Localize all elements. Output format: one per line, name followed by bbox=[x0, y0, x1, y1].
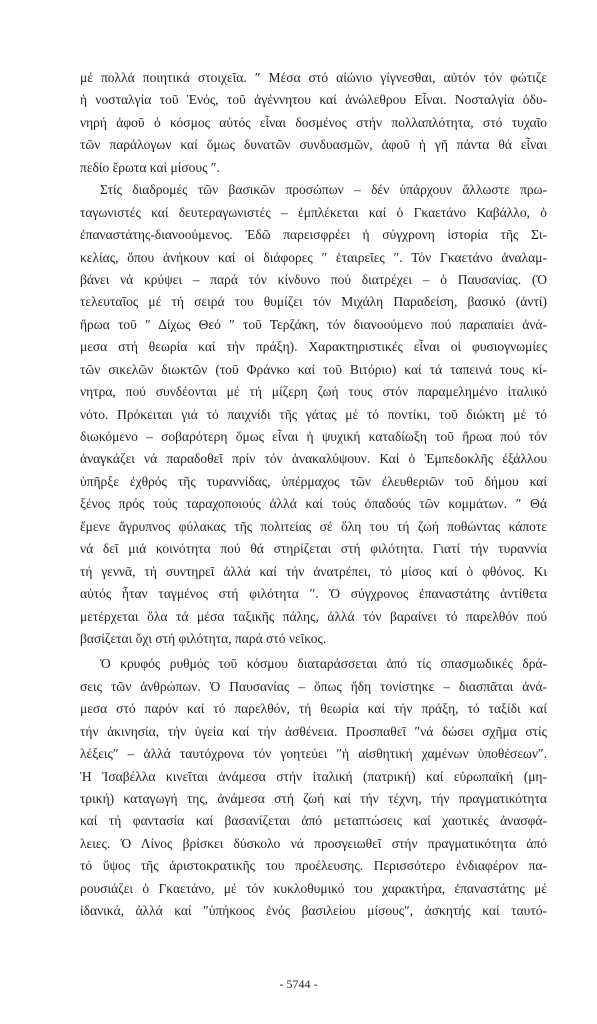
text-line: μέ πολλά ποιητικά στοιχεῖα. ″ Μέσα στό αἰώνιο γίγνεσθαι, αὐτόν τόν φώτιζε bbox=[80, 70, 547, 85]
text-line: πεδίο ἔρωτα καί μίσους ″. bbox=[80, 159, 220, 175]
text-line: Στίς διαδρομές τῶν βασικῶν προσώπων – δέν ὑπάρχουν ἄλλωστε πρω- bbox=[100, 182, 547, 198]
text-line: διωκόμενο – σοβαρότερη ὅμως εἶναι ἡ ψυχική καταδίωξη τοῦ ἥρωα πού τόν bbox=[80, 429, 547, 444]
text-line: ἐπαναστάτης-διανοούμενος. Ἐδῶ παρεισφρέει ἡ σύγχρονη ἱστορία τῆς Σι- bbox=[80, 227, 547, 243]
paragraph bbox=[80, 653, 547, 922]
paragraph bbox=[80, 67, 547, 179]
text-line: μετέρχεται ὅλα τά μέσα ταξικῆς πάλης, ἀλλά τόν βαραίνει τό παρελθόν πού bbox=[80, 608, 547, 624]
text-line: λέξεις″ – ἀλλά ταυτόχρονα τόν γοητεύει ″ἡ αἰσθητική χαμένων ὑποθέσεων″. bbox=[80, 746, 547, 762]
text-line: ἰδανικά, ἀλλά καί ″ὑπήκοος ἑνός βασιλείου μίσους″, ἀσκητής καί ταυτό- bbox=[80, 903, 547, 919]
text-line: ἥρωα τοῦ ″ Δίχως Θεό ″ τοῦ Τερζάκη, τόν διανοούμενο πού παραπαίει ἀνά- bbox=[80, 316, 547, 332]
text-line: βασίζεται ὄχι στή φιλότητα, παρά στό νεῖκος. bbox=[80, 630, 327, 646]
text-line: αὐτός ἦταν ταγμένος στή φιλότητα ″. Ὁ σύγχρονος ἐπαναστάτης ἀντίθετα bbox=[80, 586, 547, 602]
text-line: Ἡ Ἰσαβέλλα κινεῖται ἀνάμεσα στήν ἰταλική (πατρική) καί εὐρωπαϊκή (μη- bbox=[80, 768, 547, 784]
text-line: ἀναγκάζει νά παραδοθεῖ πρίν τόν ἀνακαλύψουν. Καί ὁ Ἐμπεδοκλῆς ἐξάλλου bbox=[80, 451, 547, 467]
text-line: μεσα στή θεωρία καί τήν πράξη). Χαρακτηριστικές εἶναι οἱ φυσιογνωμίες bbox=[80, 339, 547, 355]
text-line: σεις τῶν ἀνθρώπων. Ὁ Παυσανίας – ὅπως ἤδη τονίστηκε – διασπᾶται ἀνά- bbox=[80, 678, 547, 694]
text-line: καί τή φαντασία καί βασανίζεται ἀπό μεταπτώσεις καί χαοτικές ἀνασφά- bbox=[80, 813, 547, 829]
text-line: μεσα στό παρόν καί τό παρελθόν, τή θεωρία καί τήν πράξη, τό ταξίδι καί bbox=[80, 701, 547, 717]
text-line: ξένος πρός τούς ταραχοποιούς ἀλλά καί τούς ὀπαδούς τῶν κομμάτων. ″ Θά bbox=[80, 496, 547, 512]
text-line: ὑπῆρξε ἐχθρός τῆς τυραννίδας, ὑπέρμαχος τῶν ἐλευθεριῶν τοῦ δήμου καί bbox=[80, 473, 547, 489]
paragraph bbox=[80, 179, 547, 650]
text-line: λειες. Ὁ Λίνος βρίσκει δύσκολο νά προσγειωθεῖ στήν πραγματικότητα ἀπό bbox=[80, 835, 547, 851]
text-line: ἡ νοσταλγία τοῦ Ἑνός, τοῦ ἀγέννητου καί ἀνώλεθρου Εἶναι. Νοσταλγία ὀδυ- bbox=[80, 92, 547, 108]
body-text bbox=[80, 67, 547, 923]
text-line: τήν ἀκινησία, τήν ὑγεία καί τήν ἀσθένεια. Προσπαθεῖ ″νά δώσει σχῆμα στίς bbox=[80, 723, 547, 739]
page-number: - 5744 - bbox=[279, 977, 318, 991]
text-line: νά δεῖ μιά κοινότητα πού θά στηρίζεται στή φιλότητα. Γιατί τήν τυραννία bbox=[80, 541, 547, 557]
text-line: νότο. Πρόκειται γιά τό παιχνίδι τῆς γάτας μέ τό ποντίκι, τοῦ διώκτη μέ τό bbox=[80, 406, 547, 422]
text-line: τρική) καταγωγή της, ἀνάμεσα στή ζωή καί τήν τέχνη, τήν πραγματικότητα bbox=[80, 791, 547, 806]
text-line: τή γεννᾶ, τή συντηρεῖ ἀλλά καί τήν ἀνατρέπει, τό μίσος καί ὁ φθόνος. Κι bbox=[80, 563, 547, 579]
text-line: βάνει νά κρύψει – παρά τόν κίνδυνο πού διατρέχει – ὁ Παυσανίας. (Ὁ bbox=[80, 271, 547, 287]
text-line: κελίας, ὅπου ἀνήκουν καί οἱ διάφορες ″ ἑταιρεῖες ″. Τόν Γκαετάνο ἀναλαμ- bbox=[80, 249, 547, 265]
text-line: νηρή ἀφοῦ ὁ κόσμος αὐτός εἶναι δοσμένος στήν πολλαπλότητα, στό τυχαῖο bbox=[80, 114, 547, 130]
text-line: τελευταῖος μέ τή σειρά του θυμίζει τόν Μιχάλη Παραδείση, βασικό (ἀντί) bbox=[80, 294, 547, 310]
text-line: τῶν σικελῶν διωκτῶν (τοῦ Φράνκο καί τοῦ Βιτόριο) καί τά ταπεινά τους κί- bbox=[80, 361, 547, 377]
text-line: νητρα, πού συνδέονται μέ τή μίζερη ζωή τους στόν παραμελημένο ἰταλικό bbox=[80, 384, 547, 400]
text-line: ρουσιάζει ὁ Γκαετάνο, μέ τόν κυκλοθυμικό του χαρακτήρα, ἐπαναστάτης μέ bbox=[80, 880, 547, 896]
text-line: Ὁ κρυφός ρυθμός τοῦ κόσμου διαταράσσεται ἀπό τίς σπασμωδικές δρά- bbox=[100, 656, 547, 672]
text-line: ἔμενε ἄγρυπνος φύλακας τῆς πολιτείας σέ ὅλη του τή ζωή ποθώντας κάποτε bbox=[80, 518, 547, 534]
text-line: τό ὕψος τῆς ἀριστοκρατικῆς του προέλευσης. Περισσότερο ἐνδιαφέρον πα- bbox=[80, 858, 547, 874]
text-line: ταγωνιστές καί δευτεραγωνιστές – ἐμπλέκεται καί ὁ Γκαετάνο Καβάλλο, ὁ bbox=[80, 204, 547, 220]
text-line: τῶν παράλογων καί ὅμως δυνατῶν συνδυασμῶν, ἀφοῦ ἡ γῆ πάντα θά εἶναι bbox=[80, 137, 547, 153]
